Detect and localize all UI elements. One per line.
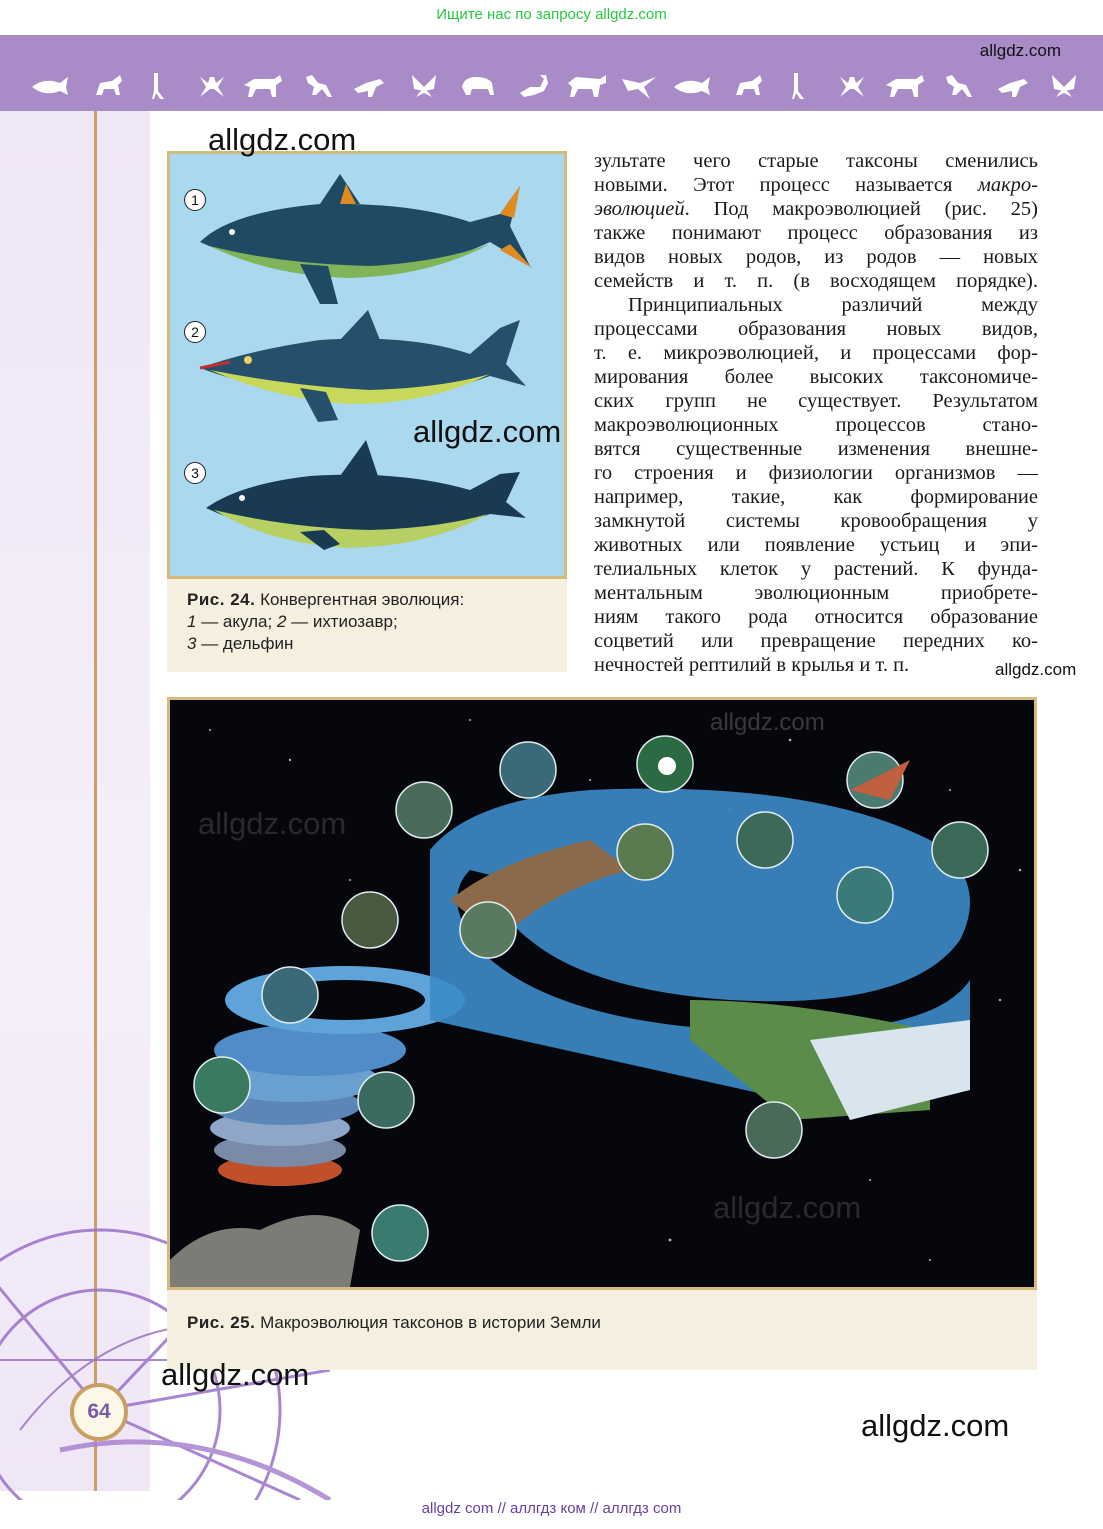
spiral-timeline	[209, 789, 970, 1186]
bison-icon	[462, 77, 494, 95]
banner-site-label: allgdz.com	[979, 41, 1061, 60]
body-line: новыми. Этот процесс называется макро-	[594, 174, 1038, 196]
butterfly-icon	[412, 75, 436, 97]
scorpion-icon	[520, 75, 548, 97]
body-line: животных или появление устьиц и эпи-	[594, 534, 1038, 556]
fish-icon	[674, 77, 710, 95]
body-line: Принципиальных различий между	[628, 294, 1038, 316]
body-line: ских групп не существует. Результатом	[594, 390, 1038, 412]
bird-icon	[354, 79, 384, 97]
cat-icon	[96, 75, 122, 95]
body-line: ментальным эволюционным приобрете-	[594, 582, 1038, 604]
caption-item-ichthyosaur: — ихтиозавр;	[286, 612, 398, 631]
body-line: го строения и физиологии организмов —	[594, 462, 1038, 484]
watermark: allgdz.com	[208, 122, 357, 157]
watermark: allgdz.com	[995, 660, 1077, 679]
body-line: замкнутой системы кровообращения у	[594, 510, 1038, 532]
body-line: нечностей рептилий в крылья и т. п.	[594, 654, 910, 676]
caption-item-dolphin: — дельфин	[196, 634, 294, 653]
figure-number-3: 3	[184, 462, 206, 484]
body-line: мирования более высоких таксономиче-	[594, 366, 1038, 388]
figure-24-image	[167, 151, 567, 579]
page-number: 64	[70, 1383, 128, 1441]
ichthyosaur-illustration	[200, 310, 526, 422]
animal-silhouettes-strip	[30, 69, 1080, 105]
bird-icon	[152, 73, 164, 99]
horse-icon	[568, 75, 606, 97]
watermark: allgdz.com	[198, 806, 347, 841]
watermark: allgdz.com	[413, 414, 562, 449]
watermark: allgdz.com	[710, 709, 825, 736]
insect-icon	[200, 77, 224, 97]
butterfly-icon	[1052, 75, 1076, 97]
header-banner	[0, 35, 1103, 111]
figure-25-image	[167, 697, 1037, 1290]
body-line: телиальных клеток у растений. К фунда-	[594, 558, 1038, 580]
footer-links[interactable]: allgdz com // аллгдз ком // аллгдз com	[421, 1500, 682, 1517]
watermark: allgdz.com	[713, 1190, 862, 1225]
caption-num-3: 3	[187, 634, 197, 653]
body-line: ниям такого рода относится образование	[594, 606, 1038, 628]
body-line: соцветий или превращение передних ко-	[594, 630, 1038, 652]
figure-24-title: Конвергентная эволюция:	[260, 590, 465, 609]
caption-num-2: 2	[276, 612, 287, 631]
body-text	[594, 149, 1038, 677]
body-line: т. е. микроэволюцией, и процессами фор-	[594, 342, 1038, 364]
body-line: например, такие, как формирование	[594, 486, 1038, 508]
figure-24-label: Рис. 24.	[187, 590, 256, 609]
caption-item-shark: — акула;	[196, 612, 277, 631]
top-search-link[interactable]: Ищите нас по запросу allgdz.com	[436, 6, 667, 23]
fish-icon	[32, 77, 68, 95]
body-line: вятся существенные изменения внешне-	[594, 438, 1038, 460]
watermark: allgdz.com	[861, 1408, 1010, 1443]
body-line: зультате чего старые таксоны сменились	[594, 150, 1038, 172]
bird-icon	[998, 79, 1028, 97]
bird-icon	[792, 73, 804, 99]
dog-icon	[306, 75, 332, 97]
figure-25-title: Макроэволюция таксонов в истории Земли	[260, 1313, 601, 1332]
body-line: макроэволюционных процессов стано-	[594, 414, 1038, 436]
figure-24-caption	[167, 579, 567, 672]
body-line: семейств и т. п. (в восходящем порядке).	[594, 270, 1038, 292]
cat-icon	[736, 75, 762, 95]
bird-icon	[622, 77, 656, 99]
figure-number-2: 2	[184, 321, 206, 343]
figure-number-1: 1	[184, 189, 206, 211]
figure-25-label: Рис. 25.	[187, 1313, 256, 1332]
body-line: видов новых родов, из родов — новых	[594, 246, 1038, 268]
caption-num-1: 1	[187, 612, 197, 631]
insect-icon	[840, 77, 864, 97]
mammal-icon	[886, 75, 924, 97]
dolphin-illustration	[206, 440, 526, 550]
body-line: процессами образования новых видов,	[594, 318, 1038, 340]
body-line: эволюцией. Под макроэволюцией (рис. 25)	[594, 198, 1038, 220]
body-line: также понимают процесс образования из	[594, 222, 1038, 244]
dog-icon	[946, 75, 972, 97]
shark-illustration	[200, 174, 532, 304]
watermark: allgdz.com	[161, 1357, 310, 1392]
mammal-icon	[244, 75, 282, 97]
